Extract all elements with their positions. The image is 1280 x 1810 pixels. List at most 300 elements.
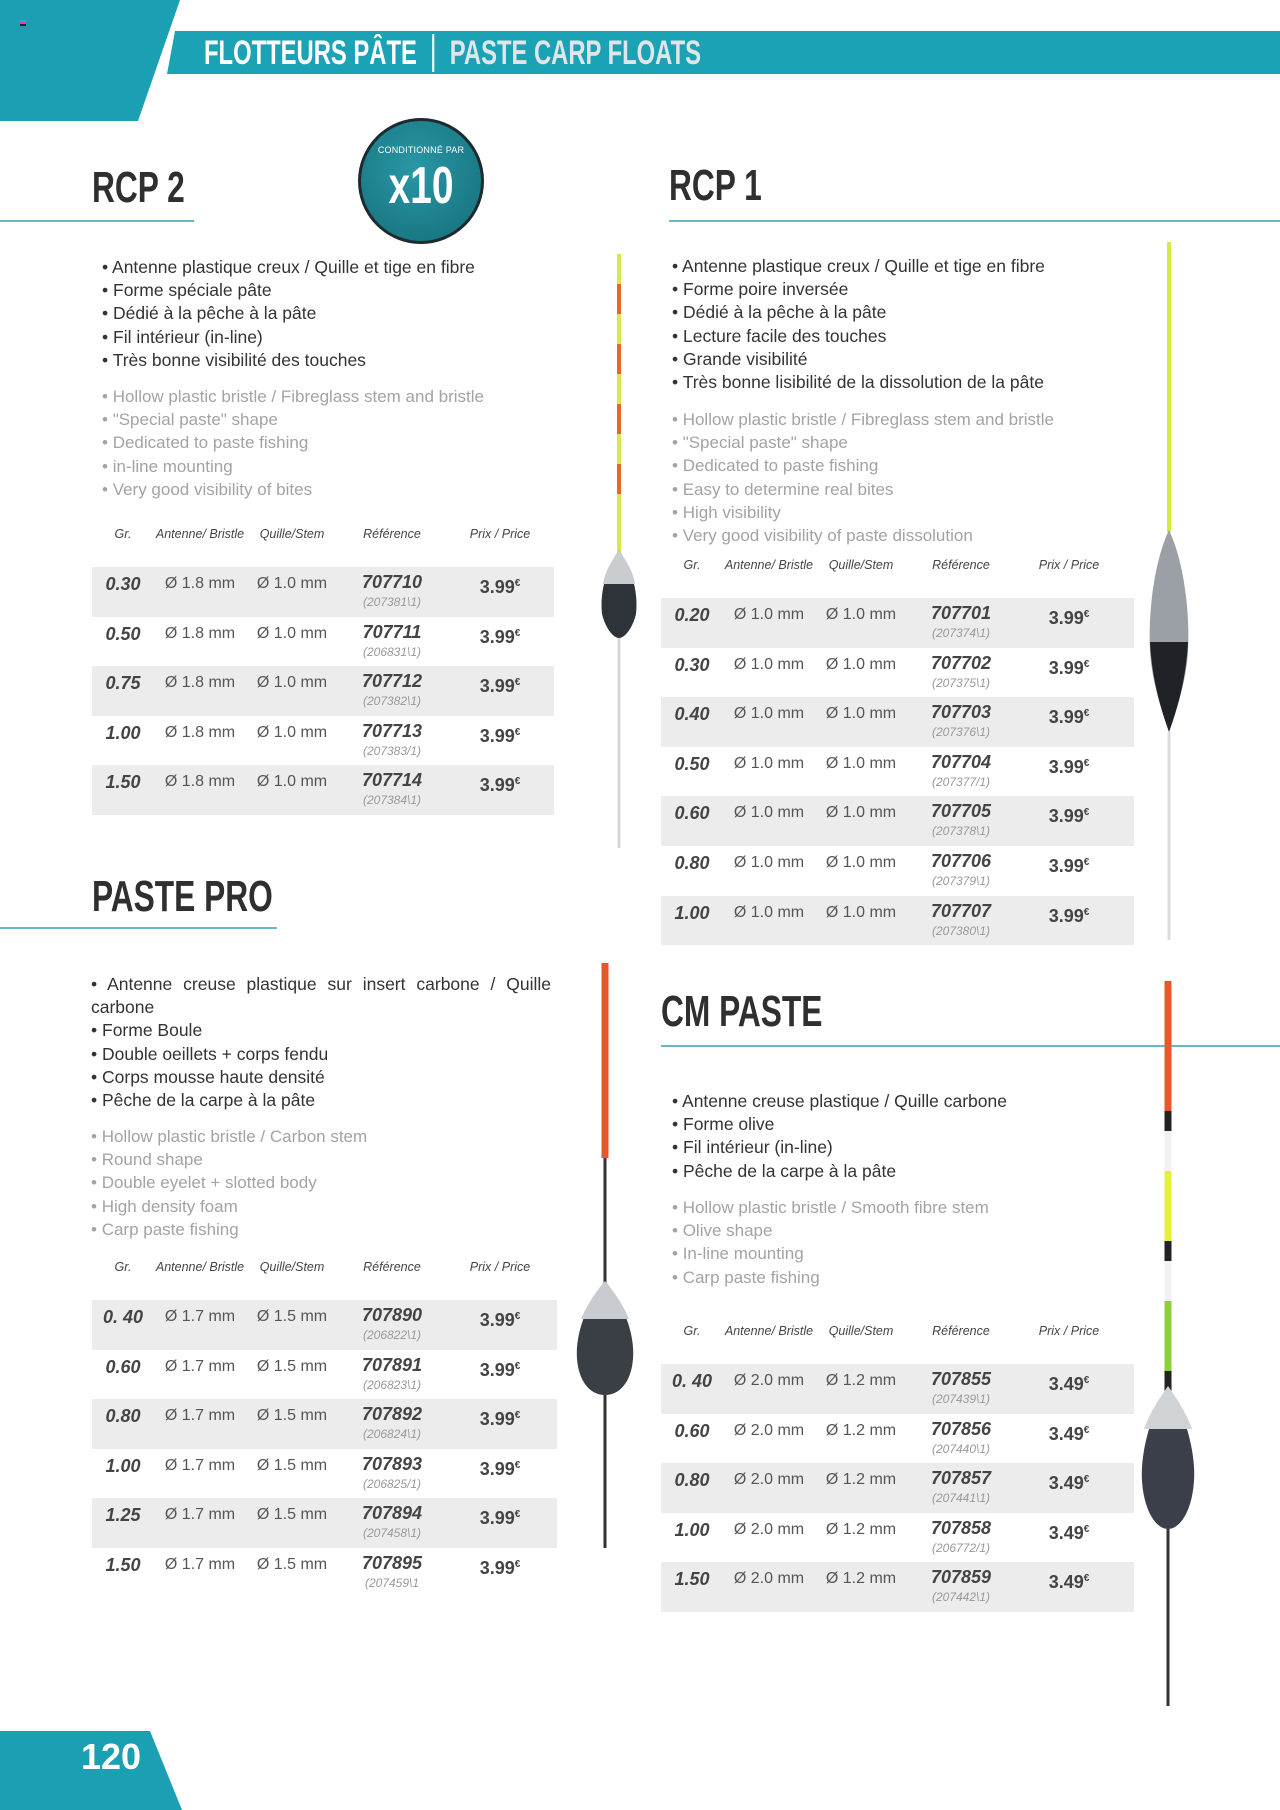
- reference-sub: (207378\1): [931, 824, 991, 839]
- page-number: 120: [81, 1736, 142, 1777]
- price-value: 3.99: [479, 1359, 515, 1380]
- features-fr: [102, 256, 562, 372]
- weight-cell: 0.30: [105, 574, 141, 594]
- price-value: 3.49: [1048, 1374, 1084, 1394]
- weight-cell: 0.80: [674, 1470, 710, 1491]
- reference-cell: [338, 567, 446, 610]
- reference-cell: [338, 617, 446, 660]
- bristle-cell: Ø 1.0 mm: [733, 853, 805, 871]
- currency-symbol: €: [514, 1311, 521, 1322]
- feature-item: • Très bonne lisibilité de la dissolution de la pâte: [672, 371, 1142, 394]
- column-header-stem: Quille/Stem: [259, 1260, 325, 1274]
- rcp2-float-image: [600, 254, 640, 854]
- feature-item: • Forme spéciale pâte: [102, 279, 562, 302]
- stem-cell: Ø 1.0 mm: [825, 903, 897, 921]
- price-value: 3.99: [479, 1310, 515, 1330]
- price-cell: [1015, 747, 1123, 778]
- reference-cell: [907, 846, 1015, 889]
- column-header-ref: Référence: [363, 527, 421, 541]
- corner-tab: [0, 0, 180, 121]
- price-cell: [1015, 1364, 1123, 1395]
- reference-sub: (207458\1): [362, 1526, 422, 1541]
- weight-cell: 0.40: [674, 704, 710, 725]
- section-title-rcp2: RCP 2: [92, 163, 185, 212]
- reference-cell: [907, 1364, 1015, 1407]
- table-row: [661, 1562, 1134, 1612]
- price-value: 3.99: [479, 775, 515, 796]
- currency-symbol: €: [1083, 1375, 1090, 1386]
- price-cell: [1015, 1414, 1123, 1445]
- feature-item: • Forme poire inversée: [672, 278, 1142, 301]
- weight-cell: 0.50: [105, 623, 141, 644]
- feature-item: • Dedicated to paste fishing: [102, 431, 562, 454]
- feature-item: • Double oeillets + corps fendu: [91, 1043, 551, 1066]
- stem-cell: Ø 1.0 mm: [256, 674, 328, 692]
- reference-cell: [338, 716, 446, 759]
- reference-sub: (207375\1): [931, 675, 991, 690]
- price-cell: [1015, 1463, 1123, 1494]
- feature-item: • "Special paste" shape: [672, 431, 1142, 454]
- price-cell: [446, 1399, 554, 1430]
- reference-sub: (207441\1): [931, 1491, 991, 1506]
- reference-sub: (206823\1): [362, 1377, 422, 1392]
- reference-number: 707857: [930, 1468, 992, 1489]
- column-header-gr: Gr.: [114, 527, 132, 541]
- currency-symbol: €: [1083, 1474, 1090, 1486]
- bristle-cell: Ø 1.8 mm: [164, 575, 236, 592]
- bristle-cell: Ø 1.7 mm: [164, 1357, 236, 1375]
- currency-symbol: €: [514, 1509, 521, 1521]
- table-row: [661, 1364, 1134, 1414]
- table-row: [92, 567, 554, 617]
- feature-item: • Carp paste fishing: [672, 1266, 1142, 1289]
- column-header-stem: Quille/Stem: [828, 1324, 894, 1338]
- price-value: 3.99: [479, 725, 515, 746]
- feature-item: • Pêche de la carpe à la pâte: [672, 1160, 1142, 1183]
- reference-sub: (207439\1): [931, 1392, 991, 1406]
- bristle-cell: Ø 2.0 mm: [733, 1421, 805, 1439]
- currency-symbol: €: [1083, 807, 1090, 819]
- table-row: [661, 747, 1134, 797]
- bristle-cell: Ø 1.0 mm: [733, 903, 805, 921]
- currency-symbol: €: [1083, 658, 1090, 670]
- header-title-fr: FLOTTEURS PÂTE: [204, 34, 417, 72]
- feature-item: • Forme olive: [672, 1113, 1142, 1136]
- table-header: [92, 525, 554, 567]
- weight-cell: 0.60: [674, 803, 710, 824]
- price-value: 3.99: [1048, 806, 1084, 827]
- reference-sub: (207376\1): [931, 725, 991, 740]
- stem-cell: Ø 1.5 mm: [256, 1407, 328, 1425]
- reference-cell: [907, 896, 1015, 939]
- feature-item: • Very good visibility of paste dissolution: [672, 524, 1142, 547]
- reference-cell: [907, 747, 1015, 790]
- stem-cell: Ø 1.2 mm: [825, 1421, 897, 1439]
- bristle-cell: Ø 1.8 mm: [164, 723, 236, 741]
- reference-sub: (207440\1): [931, 1441, 991, 1456]
- reference-number: 707712: [361, 671, 423, 692]
- price-cell: [446, 765, 554, 796]
- currency-symbol: €: [514, 1410, 521, 1422]
- feature-item: • Fil intérieur (in-line): [102, 326, 562, 349]
- price-value: 3.99: [1048, 905, 1084, 926]
- feature-item: • Corps mousse haute densité: [91, 1066, 551, 1089]
- reference-sub: (207382\1): [362, 694, 422, 709]
- reference-number: 707858: [930, 1517, 992, 1538]
- reference-cell: [338, 765, 446, 808]
- price-cell: [446, 567, 554, 598]
- stem-cell: Ø 1.5 mm: [256, 1456, 328, 1474]
- pack-badge: [358, 118, 484, 244]
- price-cell: [446, 1300, 554, 1331]
- column-header-stem: Quille/Stem: [259, 527, 325, 541]
- paste-pro-float-image: [575, 963, 635, 1553]
- bristle-cell: Ø 1.7 mm: [164, 1456, 236, 1474]
- currency-symbol: €: [1083, 906, 1090, 918]
- weight-cell: 0.75: [105, 673, 141, 694]
- column-header-bristle: Antenne/ Bristle: [155, 1260, 245, 1274]
- price-value: 3.99: [479, 676, 515, 697]
- table-row: [92, 1449, 557, 1499]
- feature-item: • High density foam: [91, 1195, 551, 1218]
- reference-sub: (206831\1): [362, 644, 422, 659]
- column-header-price: Prix / Price: [1038, 1324, 1100, 1338]
- weight-cell: 1.00: [105, 1455, 141, 1476]
- currency-symbol: €: [1083, 609, 1090, 620]
- feature-item: • Antenne creuse plastique sur insert carbone / Quille carbone: [91, 973, 551, 1019]
- stem-cell: Ø 1.2 mm: [825, 1372, 897, 1389]
- reference-number: 707855: [930, 1369, 992, 1389]
- reference-sub: (207381\1): [362, 595, 422, 609]
- badge-label: CONDITIONNÉ PAR: [377, 145, 465, 155]
- table-row: [92, 1300, 557, 1350]
- bristle-cell: Ø 2.0 mm: [733, 1471, 805, 1489]
- bristle-cell: Ø 1.7 mm: [164, 1308, 236, 1325]
- price-cell: [1015, 796, 1123, 827]
- weight-cell: 0.60: [674, 1420, 710, 1441]
- stem-cell: Ø 1.0 mm: [825, 754, 897, 772]
- reference-sub: (207383/1): [362, 743, 422, 758]
- price-cell: [1015, 598, 1123, 629]
- reference-number: 707703: [930, 702, 992, 723]
- cm-paste-float-image: [1140, 981, 1200, 1711]
- stem-cell: Ø 1.5 mm: [256, 1506, 328, 1524]
- reference-cell: [907, 1513, 1015, 1556]
- price-cell: [446, 1449, 554, 1480]
- bristle-cell: Ø 1.8 mm: [164, 674, 236, 692]
- feature-item: • Olive shape: [672, 1219, 1142, 1242]
- features-en: [672, 1196, 1142, 1289]
- feature-item: • Fil intérieur (in-line): [672, 1136, 1142, 1159]
- divider: [0, 220, 194, 222]
- features-en: [672, 408, 1142, 547]
- column-header-bristle: Antenne/ Bristle: [724, 1324, 814, 1338]
- weight-cell: 0. 40: [102, 1307, 144, 1327]
- price-cell: [1015, 896, 1123, 927]
- table-row: [661, 796, 1134, 846]
- feature-item: • Round shape: [91, 1148, 551, 1171]
- price-cell: [1015, 697, 1123, 728]
- spec-table-paste-pro: [92, 1258, 557, 1598]
- currency-symbol: €: [514, 677, 521, 689]
- price-value: 3.99: [1048, 855, 1084, 876]
- reference-number: 707890: [361, 1305, 423, 1325]
- column-header-gr: Gr.: [683, 558, 701, 572]
- spec-table-rcp1: [661, 556, 1134, 945]
- bristle-cell: Ø 1.8 mm: [164, 773, 236, 791]
- reference-number: 707702: [930, 652, 992, 673]
- stem-cell: Ø 1.0 mm: [825, 655, 897, 673]
- badge-quantity: x10: [388, 157, 454, 215]
- currency-symbol: €: [1083, 1523, 1090, 1535]
- price-value: 3.99: [479, 1557, 515, 1578]
- column-header-gr: Gr.: [114, 1260, 132, 1274]
- table-row: [661, 896, 1134, 946]
- feature-item: • Antenne creuse plastique / Quille carbone: [672, 1090, 1142, 1113]
- reference-cell: [907, 1414, 1015, 1457]
- header-titles: [204, 33, 701, 73]
- column-header-price: Prix / Price: [469, 527, 531, 541]
- price-cell: [446, 716, 554, 747]
- bristle-cell: Ø 2.0 mm: [733, 1372, 805, 1389]
- feature-item: • Pêche de la carpe à la pâte: [91, 1089, 551, 1112]
- currency-symbol: €: [514, 627, 521, 639]
- reference-sub: (207459\1: [364, 1575, 420, 1590]
- table-row: [92, 1350, 557, 1400]
- feature-item: • Hollow plastic bristle / Smooth fibre stem: [672, 1196, 1142, 1219]
- feature-item: • in-line mounting: [102, 455, 562, 478]
- stem-cell: Ø 1.2 mm: [825, 1570, 897, 1588]
- bristle-cell: Ø 1.7 mm: [164, 1407, 236, 1425]
- stem-cell: Ø 1.5 mm: [256, 1357, 328, 1375]
- price-value: 3.49: [1048, 1572, 1084, 1593]
- table-row: [92, 617, 554, 667]
- price-cell: [1015, 648, 1123, 679]
- price-cell: [1015, 846, 1123, 877]
- feature-item: • Grande visibilité: [672, 348, 1142, 371]
- currency-symbol: €: [514, 776, 521, 788]
- reference-number: 707710: [361, 572, 423, 592]
- bristle-cell: Ø 1.0 mm: [733, 705, 805, 723]
- bristle-cell: Ø 2.0 mm: [733, 1520, 805, 1538]
- price-value: 3.99: [1048, 707, 1084, 728]
- feature-item: • Hollow plastic bristle / Fibreglass stem and bristle: [102, 385, 562, 408]
- reference-cell: [907, 648, 1015, 691]
- stem-cell: Ø 1.5 mm: [256, 1308, 328, 1325]
- section-title-rcp1: RCP 1: [669, 161, 762, 210]
- reference-sub: (207379\1): [931, 873, 991, 888]
- reference-sub: (206822\1): [362, 1328, 422, 1342]
- stem-cell: Ø 1.0 mm: [256, 624, 328, 642]
- reference-number: 707714: [361, 770, 423, 791]
- feature-item: • Hollow plastic bristle / Carbon stem: [91, 1125, 551, 1148]
- stem-cell: Ø 1.0 mm: [825, 853, 897, 871]
- table-row: [661, 1414, 1134, 1464]
- reference-cell: [338, 1300, 446, 1343]
- features-fr: [672, 1090, 1142, 1183]
- reference-number: 707707: [930, 900, 992, 921]
- weight-cell: 1.00: [674, 902, 710, 923]
- table-row: [92, 1498, 557, 1548]
- bristle-cell: Ø 1.0 mm: [733, 804, 805, 822]
- bristle-cell: Ø 1.7 mm: [164, 1555, 236, 1573]
- stem-cell: Ø 1.0 mm: [256, 723, 328, 741]
- reference-number: 707711: [362, 621, 422, 642]
- price-value: 3.49: [1048, 1473, 1084, 1494]
- table-header: [92, 1258, 557, 1300]
- currency-symbol: €: [1083, 708, 1090, 720]
- price-cell: [446, 617, 554, 648]
- table-row: [661, 1513, 1134, 1563]
- price-value: 3.99: [479, 1409, 515, 1430]
- bristle-cell: Ø 1.7 mm: [164, 1506, 236, 1524]
- table-row: [661, 1463, 1134, 1513]
- weight-cell: 1.00: [105, 722, 141, 743]
- column-header-price: Prix / Price: [1038, 558, 1100, 572]
- price-cell: [1015, 1513, 1123, 1544]
- feature-item: • Lecture facile des touches: [672, 325, 1142, 348]
- price-cell: [446, 666, 554, 697]
- reference-sub: (206825/1): [362, 1476, 422, 1491]
- reference-cell: [338, 1449, 446, 1492]
- table-row: [661, 846, 1134, 896]
- reference-number: 707856: [930, 1418, 992, 1439]
- feature-item: • Dedicated to paste fishing: [672, 454, 1142, 477]
- weight-cell: 1.50: [105, 1554, 141, 1575]
- currency-symbol: €: [514, 726, 521, 738]
- stem-cell: Ø 1.0 mm: [825, 606, 897, 623]
- reference-cell: [907, 1562, 1015, 1605]
- weight-cell: 1.00: [674, 1519, 710, 1540]
- table-header: [661, 1322, 1134, 1364]
- column-header-stem: Quille/Stem: [828, 558, 894, 572]
- reference-cell: [338, 1399, 446, 1442]
- currency-symbol: €: [1083, 856, 1090, 868]
- feature-item: • Dédié à la pêche à la pâte: [102, 302, 562, 325]
- column-header-ref: Référence: [363, 1260, 421, 1274]
- reference-cell: [338, 666, 446, 709]
- reference-sub: (207377/1): [931, 774, 991, 789]
- table-header: [661, 556, 1134, 598]
- reference-cell: [907, 1463, 1015, 1506]
- reference-sub: (207384\1): [362, 793, 422, 808]
- currency-symbol: €: [1083, 1573, 1090, 1585]
- reference-cell: [907, 697, 1015, 740]
- table-row: [92, 1548, 557, 1598]
- column-header-ref: Référence: [932, 558, 990, 572]
- table-row: [92, 1399, 557, 1449]
- feature-item: • Very good visibility of bites: [102, 478, 562, 501]
- features-en: [91, 1125, 551, 1241]
- weight-cell: 1.50: [674, 1569, 710, 1590]
- price-value: 3.99: [479, 577, 515, 597]
- reference-sub: (206824\1): [362, 1427, 422, 1442]
- reference-number: 707892: [361, 1404, 423, 1425]
- reference-sub: (206772/1): [931, 1540, 991, 1555]
- weight-cell: 1.25: [105, 1505, 141, 1526]
- price-value: 3.49: [1048, 1423, 1084, 1444]
- feature-item: • In-line mounting: [672, 1242, 1142, 1265]
- weight-cell: 0.80: [674, 852, 710, 873]
- reference-cell: [338, 1548, 446, 1591]
- feature-item: • Double eyelet + slotted body: [91, 1171, 551, 1194]
- reference-number: 707701: [930, 603, 992, 623]
- feature-item: • Très bonne visibilité des touches: [102, 349, 562, 372]
- reference-number: 707895: [361, 1552, 423, 1573]
- column-header-bristle: Antenne/ Bristle: [724, 558, 814, 572]
- feature-item: • Antenne plastique creux / Quille et tige en fibre: [102, 256, 562, 279]
- feature-item: • "Special paste" shape: [102, 408, 562, 431]
- divider: [669, 220, 1280, 222]
- bristle-cell: Ø 1.0 mm: [733, 754, 805, 772]
- reference-number: 707894: [361, 1503, 423, 1524]
- reference-number: 707891: [361, 1354, 423, 1375]
- bristle-cell: Ø 1.0 mm: [733, 655, 805, 673]
- bristle-cell: Ø 1.0 mm: [733, 606, 805, 623]
- reference-cell: [907, 796, 1015, 839]
- price-cell: [446, 1350, 554, 1381]
- price-cell: [446, 1548, 554, 1579]
- currency-symbol: €: [514, 578, 521, 589]
- stem-cell: Ø 1.0 mm: [256, 575, 328, 592]
- rcp1-float-image: [1140, 242, 1200, 942]
- features-fr: [672, 255, 1142, 394]
- feature-item: • High visibility: [672, 501, 1142, 524]
- currency-symbol: €: [514, 1558, 521, 1570]
- table-row: [661, 697, 1134, 747]
- reference-number: 707859: [930, 1567, 992, 1588]
- price-cell: [1015, 1562, 1123, 1593]
- feature-item: • Easy to determine real bites: [672, 478, 1142, 501]
- reference-number: 707704: [930, 751, 992, 772]
- bristle-cell: Ø 2.0 mm: [733, 1570, 805, 1588]
- weight-cell: 0.30: [674, 654, 710, 675]
- reference-sub: (207442\1): [931, 1590, 991, 1605]
- reference-number: 707705: [930, 801, 992, 822]
- price-value: 3.99: [479, 1508, 515, 1529]
- stem-cell: Ø 1.2 mm: [825, 1471, 897, 1489]
- reference-sub: (207374\1): [931, 626, 991, 640]
- column-header-price: Prix / Price: [469, 1260, 531, 1274]
- section-title-paste-pro: PASTE PRO: [92, 872, 273, 921]
- currency-symbol: €: [514, 1360, 521, 1372]
- stem-cell: Ø 1.0 mm: [825, 705, 897, 723]
- stem-cell: Ø 1.2 mm: [825, 1520, 897, 1538]
- features-en: [102, 385, 562, 501]
- weight-cell: 0.80: [105, 1406, 141, 1427]
- stem-cell: Ø 1.0 mm: [256, 773, 328, 791]
- features-fr: [91, 973, 551, 1112]
- currency-symbol: €: [1083, 1424, 1090, 1436]
- table-row: [661, 648, 1134, 698]
- feature-item: • Antenne plastique creux / Quille et tige en fibre: [672, 255, 1142, 278]
- table-row: [92, 666, 554, 716]
- weight-cell: 1.50: [105, 772, 141, 793]
- currency-symbol: €: [514, 1459, 521, 1471]
- price-value: 3.99: [1048, 608, 1084, 628]
- stem-cell: Ø 1.5 mm: [256, 1555, 328, 1573]
- table-row: [92, 765, 554, 815]
- weight-cell: 0. 40: [671, 1371, 713, 1391]
- header-separator: [432, 34, 434, 72]
- price-value: 3.99: [1048, 657, 1084, 678]
- table-row: [92, 716, 554, 766]
- reference-cell: [907, 598, 1015, 641]
- spec-table-cm-paste: [661, 1322, 1134, 1612]
- spec-table-rcp2: [92, 525, 554, 815]
- reference-number: 707713: [361, 720, 423, 741]
- price-value: 3.49: [1048, 1522, 1084, 1543]
